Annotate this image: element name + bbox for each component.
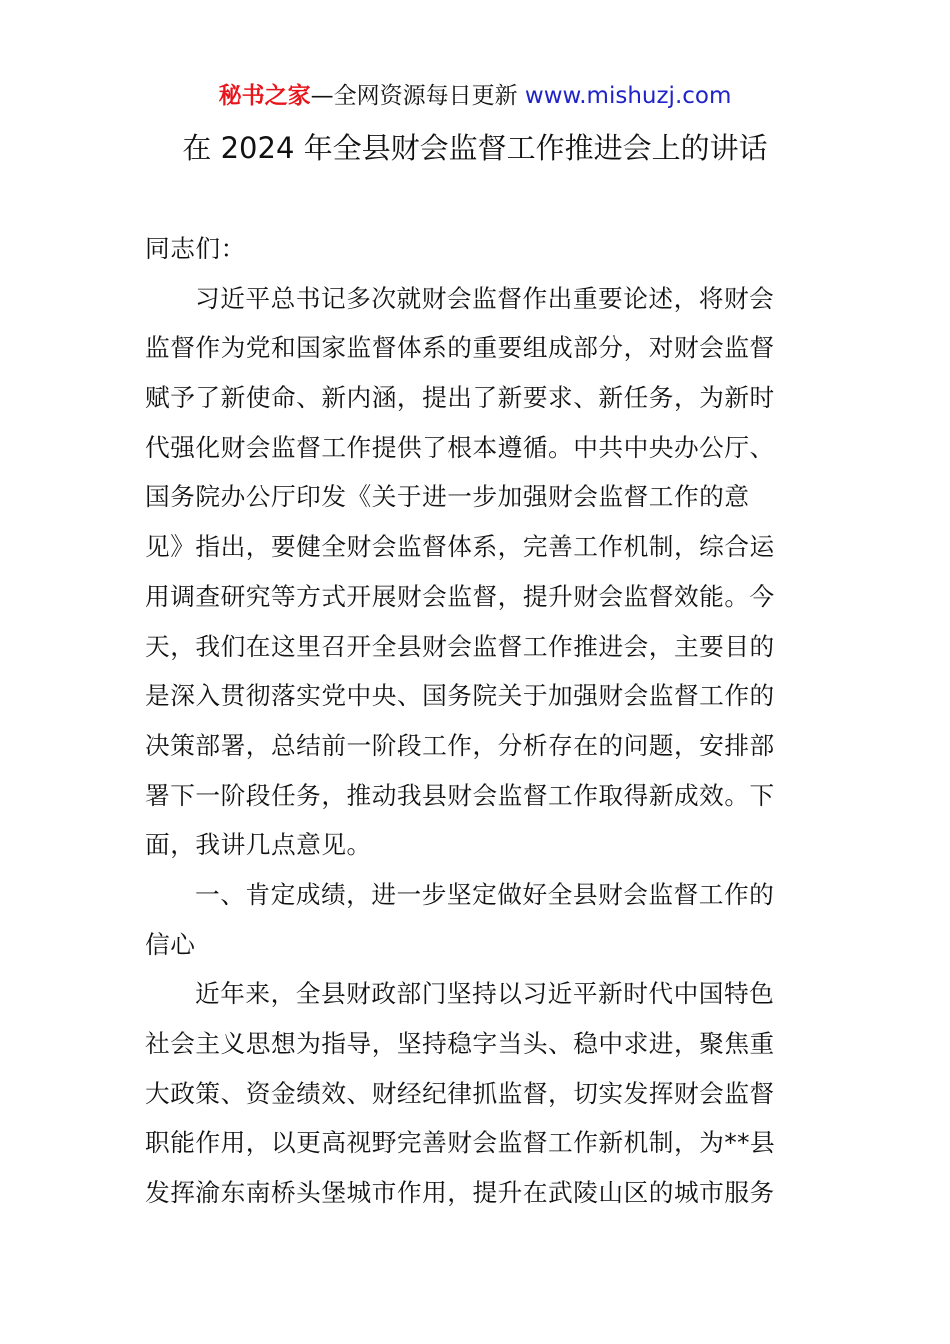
paragraph-line: 大政策、资金绩效、财经纪律抓监督，切实发挥财会监督 (145, 1078, 775, 1108)
paragraph-line: 面，我讲几点意见。 (145, 830, 372, 860)
paragraph-line: 监督作为党和国家监督体系的重要组成部分，对财会监督 (145, 333, 775, 363)
document-title: 在 2024 年全县财会监督工作推进会上的讲话 (182, 131, 768, 165)
section-heading: 信心 (145, 929, 196, 959)
paragraph-line: 天，我们在这里召开全县财会监督工作推进会，主要目的 (145, 631, 775, 661)
site-header (0, 80, 950, 112)
paragraph-line: 是深入贯彻落实党中央、国务院关于加强财会监督工作的 (145, 681, 775, 711)
paragraph-line: 代强化财会监督工作提供了根本遵循。中共中央办公厅、 (145, 432, 775, 462)
paragraph-line: 社会主义思想为指导，坚持稳字当头、稳中求进，聚焦重 (145, 1029, 775, 1058)
paragraph-line: 习近平总书记多次就财会监督作出重要论述，将财会 (195, 283, 775, 313)
document-body (145, 224, 807, 1218)
section-heading: 一、肯定成绩，进一步坚定做好全县财会监督工作的 (195, 879, 775, 909)
paragraph-line: 国务院办公厅印发《关于进一步加强财会监督工作的意 (145, 482, 750, 512)
brand-name: 秘书之家 (218, 83, 311, 109)
salutation: 同志们： (145, 234, 246, 263)
paragraph-line: 近年来，全县财政部门坚持以习近平新时代中国特色 (195, 979, 775, 1009)
paragraph-line: 发挥渝东南桥头堡城市作用，提升在武陵山区的城市服务 (145, 1178, 775, 1208)
paragraph-line: 职能作用，以更高视野完善财会监督工作新机制，为**县 (145, 1128, 776, 1158)
paragraph-line: 赋予了新使命、新内涵，提出了新要求、新任务，为新时 (145, 383, 775, 413)
header-tagline: —全网资源每日更新 (310, 83, 525, 109)
paragraph-line: 决策部署，总结前一阶段工作，分析存在的问题，安排部 (145, 730, 775, 760)
paragraph-line: 署下一阶段任务，推动我县财会监督工作取得新成效。下 (145, 780, 775, 810)
paragraph-line: 用调查研究等方式开展财会监督，提升财会监督效能。今 (145, 581, 775, 611)
site-link[interactable]: www.mishuzj.com (524, 83, 732, 109)
paragraph-line: 见》指出，要健全财会监督体系，完善工作机制，综合运 (145, 532, 775, 562)
